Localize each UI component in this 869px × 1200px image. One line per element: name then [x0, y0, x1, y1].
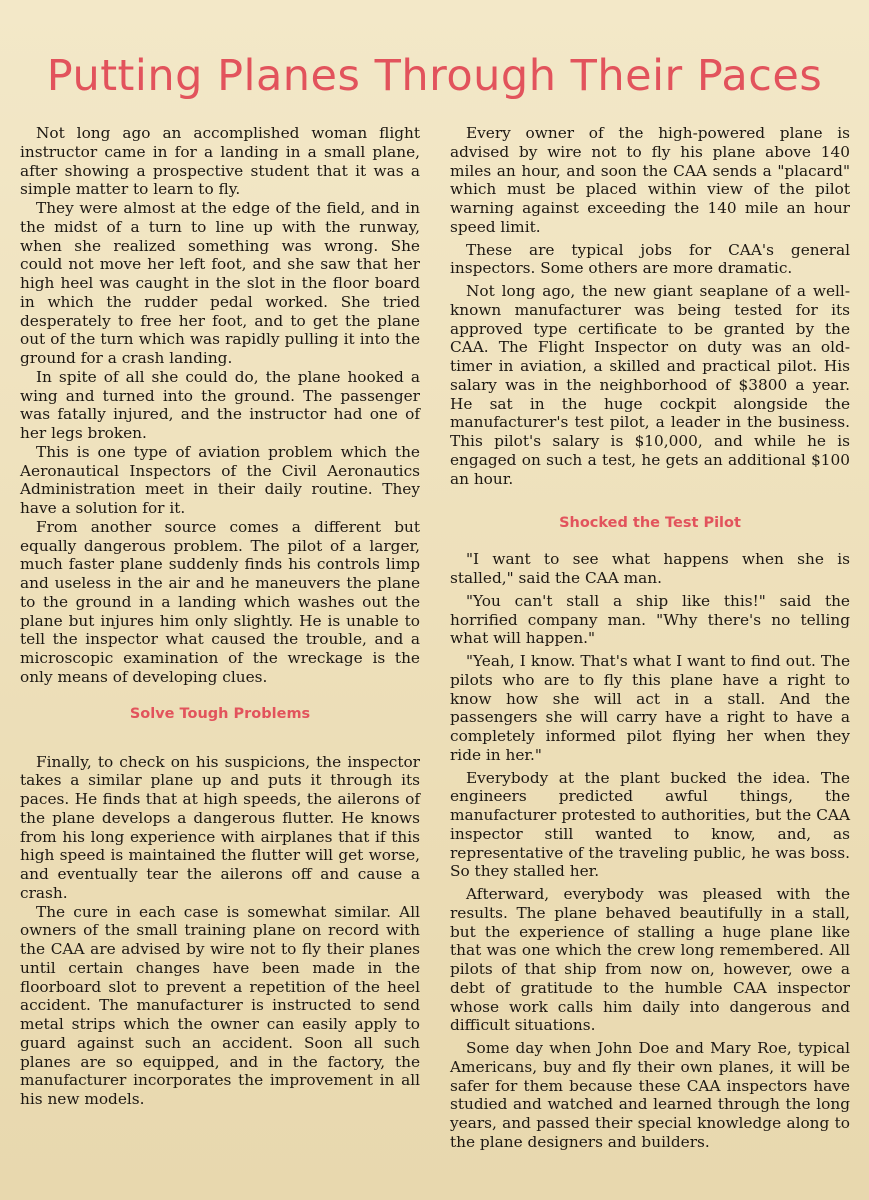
paragraph: Not long ago, the new giant seaplane of a well-known manufacturer was being tested for its approved type certificate to be granted by the CAA. The Flight Inspector on duty was an old-timer in aviation, a skilled and practical pilot. His salary was in the neighborhood of $3800 a year. He sat in the huge cockpit alongside the manufacturer's test pilot, a leader in the business. This pilot's salary is $10,000, and while he is engaged on such a test, he gets an additional $100 an hour. — [450, 282, 850, 488]
paragraph: Everybody at the plant bucked the idea. The engineers predicted awful things, the manufacturer protested to authorities, but the CAA inspector still wanted to know, and, as representative of the traveling public, he was boss. So they stalled her. — [450, 768, 850, 881]
paragraph: They were almost at the edge of the field, and in the midst of a turn to line up with the runway, when she realized something was wrong. She could not move her left foot, and she saw that her high heel was caught in the slot in the floor board in which the rudder pedal worked. She tried desperately to free her foot, and to get the plane out of the turn which was rapidly pulling it into the ground for a crash landing. — [20, 199, 420, 367]
paragraph: The cure in each case is somewhat similar. All owners of the small training plane on record with the CAA are advised by wire not to fly their planes until certain changes have been made in the floorboard slot to prevent a repetition of the heel accident. The manufacturer is instructed to send metal strips which the owner can easily apply to guard against such an accident. Soon all such planes are so equipped, and in the factory, the manufacturer incorporates the improvement in all his new models. — [20, 902, 420, 1108]
paragraph: Finally, to check on his suspicions, the inspector takes a similar plane up and puts it through its paces. He finds that at high speeds, the ailerons of the plane develops a dangerous flutter. He knows from his long experience with airplanes that if this high speed is maintained the flutter will get worse, and eventually tear the ailerons off and cause a crash. — [20, 752, 420, 902]
right-column — [450, 124, 850, 1152]
article-title: Putting Planes Through Their Paces — [46, 51, 823, 101]
paragraph: "Yeah, I know. That's what I want to find out. The pilots who are to fly this plane have a right to know how she will act in a stall. And the passengers she will carry have a right to have a completely informed pilot flying her when they ride in her." — [450, 652, 850, 764]
paragraph: From another source comes a different but equally dangerous problem. The pilot of a larger, much faster plane suddenly finds his controls limp and useless in the air and he maneuvers the plane to the ground in a landing which washes out the plane but injures him only slightly. He is unable to tell the inspector what caused the trouble, and a microscopic examination of the wreckage is the only means of developing clues. — [20, 517, 420, 686]
paragraph: These are typical jobs for CAA's general inspectors. Some others are more dramatic. — [450, 240, 850, 278]
paragraph: "I want to see what happens when she is stalled," said the CAA man. — [450, 550, 850, 587]
paragraph: In spite of all she could do, the plane hooked a wing and turned into the ground. The passenger was fatally injured, and the instructor had one of her legs broken. — [20, 367, 420, 442]
left-column — [20, 124, 420, 1109]
paragraph: This is one type of aviation problem which the Aeronautical Inspectors of the Civil Aeronautics Administration meet in their daily routine. They have a solution for it. — [20, 442, 420, 517]
paragraph: Afterward, everybody was pleased with the results. The plane behaved beautifully in a stall, but the experience of stalling a huge plane like that was one which the crew long remembered. All pilots of that ship from now on, however, owe a debt of gratitude to the humble CAA inspector whose work calls him daily into dangerous and difficult situations. — [450, 885, 850, 1035]
paragraph: "You can't stall a ship like this!" said the horrified company man. "Why there's no telling what will happen." — [450, 591, 850, 648]
subheading-solve-tough-problems: Solve Tough Problems — [129, 705, 311, 722]
paragraph: Not long ago an accomplished woman flight instructor came in for a landing in a small plane, after showing a prospective student that it was a simple matter to learn to fly. — [20, 124, 420, 199]
subheading-shocked-the-test-pilot: Shocked the Test Pilot — [559, 515, 741, 532]
paragraph: Every owner of the high-powered plane is advised by wire not to fly his plane above 140 miles an hour, and soon the CAA sends a "placard" which must be placed within view of the pilot warning against exceeding the 140 mile an hour speed limit. — [450, 124, 850, 236]
paragraph: Some day when John Doe and Mary Roe, typical Americans, buy and fly their own planes, it will be safer for them because these CAA inspectors have studied and watched and learned through the long years, and passed their special knowledge along to the plane designers and builders. — [450, 1039, 850, 1151]
